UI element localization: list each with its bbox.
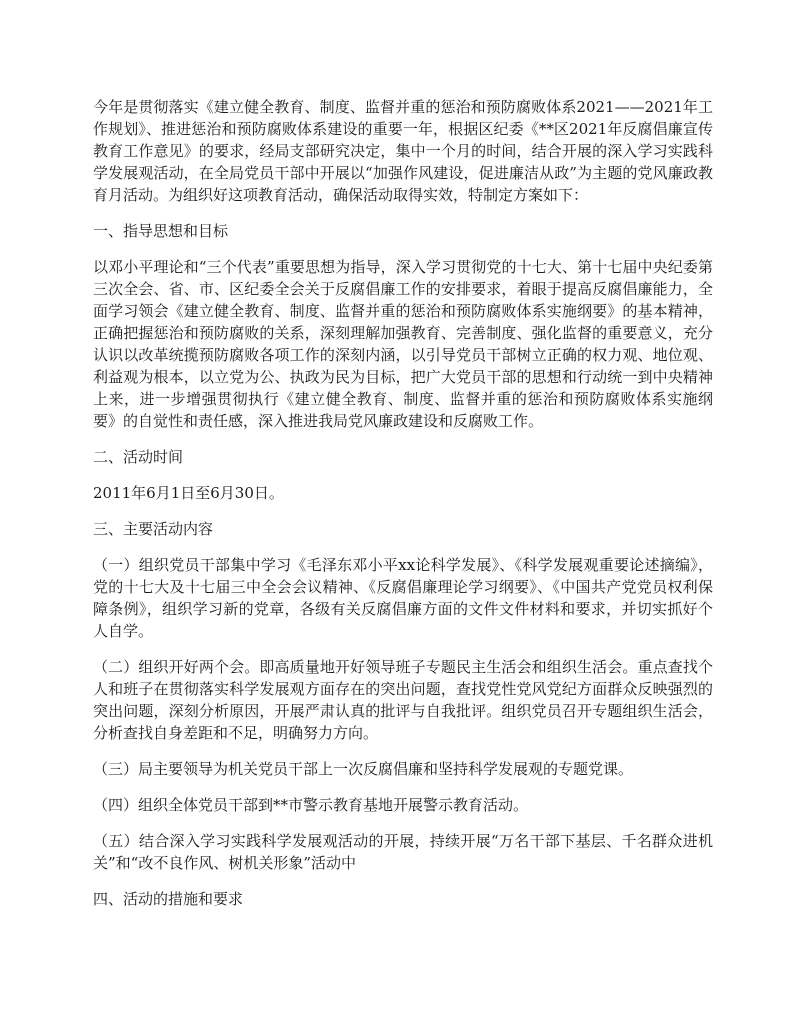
intro-paragraph: 今年是贯彻落实《建立健全教育、制度、监督并重的惩治和预防腐败体系2021——2021年工作规划》、推进惩治和预防腐败体系建设的重要一年，根据区纪委《**区2021年反腐倡廉宣传教育工作意见》的要求，经局支部研究决定，集中一个月的时间，结合开展的深入学习实践科学发展观活动，在全局党员干部中开展以“加强作风建设，促进廉洁从政”为主题的党风廉政教育月活动。为组织好这项教育活动，确保活动取得实效，特制定方案如下： <box>93 98 713 204</box>
section-heading-main-activities: 三、主要活动内容 <box>93 520 214 538</box>
document-body <box>93 96 713 924</box>
activity-item-5: （五）结合深入学习实践科学发展观活动的开展，持续开展“万名干部下基层、千名群众进机关”和“改不良作风、树机关形象”活动中 <box>93 832 713 872</box>
section-heading-activity-time: 二、活动时间 <box>93 448 184 466</box>
activity-item-4: （四）组织全体党员干部到**市警示教育基地开展警示教育活动。 <box>93 796 529 814</box>
activity-item-3: （三）局主要领导为机关党员干部上一次反腐倡廉和坚持科学发展观的专题党课。 <box>93 760 634 778</box>
activity-item-2: （二）组织开好两个会。即高质量地开好领导班子专题民主生活会和组织生活会。重点查找个人和班子在贯彻落实科学发展观方面存在的突出问题，查找党性党风党纪方面群众反映强烈的突出问题，深刻分析原因，开展严肃认真的批评与自我批评。组织党员召开专题组织生活会，分析查找自身差距和不足，明确努力方向。 <box>93 658 713 742</box>
section-heading-guiding-ideology: 一、指导思想和目标 <box>93 222 229 240</box>
guiding-ideology-paragraph: 以邓小平理论和“三个代表”重要思想为指导，深入学习贯彻党的十七大、第十七届中央纪委第三次全会、省、市、区纪委全会关于反腐倡廉工作的安排要求，着眼于提高反腐倡廉能力，全面学习领会《建立健全教育、制度、监督并重的惩治和预防腐败体系实施纲要》的基本精神，正确把握惩治和预防腐败的关系，深刻理解加强教育、完善制度、强化监督的重要意义，充分认识以改革统揽预防腐败各项工作的深刻内涵，以引导党员干部树立正确的权力观、地位观、利益观为根本，以立党为公、执政为民为目标，把广大党员干部的思想和行动统一到中央精神上来，进一步增强贯彻执行《建立健全教育、制度、监督并重的惩治和预防腐败体系实施纲要》的自觉性和责任感，深入推进我局党风廉政建设和反腐败工作。 <box>93 258 713 430</box>
activity-item-1: （一）组织党员干部集中学习《毛泽东邓小平xx论科学发展》、《科学发展观重要论述摘编》，党的十七大及十七届三中全会会议精神、《反腐倡廉理论学习纲要》、《中国共产党党员权利保障条例》，组织学习新的党章，各级有关反腐倡廉方面的文件文件材料和要求，并切实抓好个人自学。 <box>93 556 713 640</box>
activity-time-paragraph: 2011年6月1日至6月30日。 <box>93 484 284 502</box>
section-heading-measures: 四、活动的措施和要求 <box>93 890 244 908</box>
